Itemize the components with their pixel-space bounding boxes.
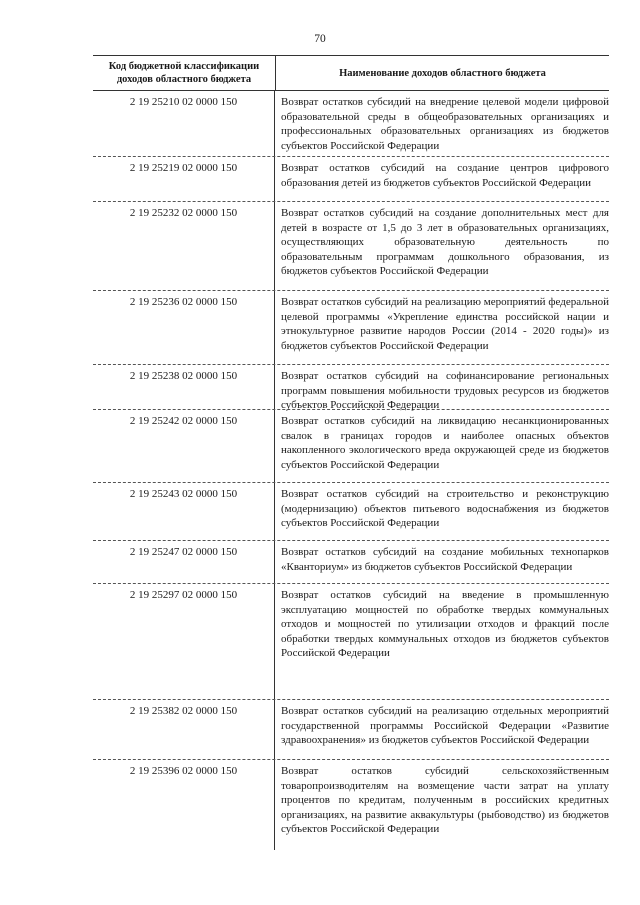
row-code: 2 19 25243 02 0000 150 <box>93 483 275 540</box>
row-name: Возврат остатков субсидий на строительство и реконструкцию (модернизацию) объектов питьевого водоснабжения из бюджетов субъектов Российской Федерации <box>281 488 609 530</box>
table-row <box>93 410 609 483</box>
table-row <box>93 541 609 584</box>
row-name: Возврат остатков субсидий на создание мобильных технопарков «Кванториум» из бюджетов субъектов Российской Федерации <box>281 546 609 573</box>
row-code: 2 19 25382 02 0000 150 <box>93 700 275 759</box>
table-row <box>93 483 609 541</box>
row-name: Возврат остатков субсидий на введение в промышленную эксплуатацию мощностей по обработке твердых коммунальных отходов и мощностей по утилизации отходов и фракций после обработки твердых коммунальных отходов из бюджетов субъектов Российской Федерации <box>281 589 609 660</box>
row-code: 2 19 25236 02 0000 150 <box>93 291 275 364</box>
row-code: 2 19 25297 02 0000 150 <box>93 584 275 699</box>
table-row <box>93 584 609 700</box>
row-code: 2 19 25247 02 0000 150 <box>93 541 275 583</box>
page-number: 70 <box>314 33 326 45</box>
row-code: 2 19 25232 02 0000 150 <box>93 202 275 290</box>
table-row <box>93 157 609 202</box>
row-name: Возврат остатков субсидий на внедрение целевой модели цифровой образовательной среды в общеобразовательных организациях и профессиональных образовательных организациях из бюджетов субъектов Российской Федерации <box>281 96 609 152</box>
header-code: Код бюджетной классификации доходов областного бюджета <box>93 56 276 90</box>
table-header <box>93 56 609 91</box>
header-name: Наименование доходов областного бюджета <box>339 67 546 79</box>
row-name: Возврат остатков субсидий на создание центров цифрового образования детей из бюджетов субъектов Российской Федерации <box>281 162 609 189</box>
row-code: 2 19 25238 02 0000 150 <box>93 365 275 409</box>
table-row <box>93 700 609 760</box>
table-row <box>93 291 609 365</box>
table-row <box>93 91 609 157</box>
table-row <box>93 365 609 410</box>
table-row <box>93 760 609 850</box>
row-name: Возврат остатков субсидий на реализацию отдельных мероприятий государственной программы Российской Федерации «Развитие здравоохранения» из бюджетов субъектов Российской Федерации <box>281 705 609 747</box>
row-code: 2 19 25242 02 0000 150 <box>93 410 275 482</box>
table-body <box>93 91 609 850</box>
row-name: Возврат остатков субсидий на реализацию мероприятий федеральной целевой программы «Укрепление единства российской нации и этнокультурное развитие народов России (2014 - 2020 годы)» из бюджетов субъектов Российской Федерации <box>281 296 609 352</box>
table-row <box>93 202 609 291</box>
row-name: Возврат остатков субсидий сельскохозяйственным товаропроизводителям на возмещение части затрат на уплату процентов по кредитам, полученным в российских кредитных организациях, на развитие аквакультуры (рыбоводство) из бюджетов субъектов Российской Федерации <box>281 765 609 836</box>
row-code: 2 19 25396 02 0000 150 <box>93 760 275 850</box>
row-name: Возврат остатков субсидий на ликвидацию несанкционированных свалок в границах городов и наиболее опасных объектов накопленного экологического вреда окружающей среде из бюджетов субъектов Российской Федерации <box>281 415 609 471</box>
row-code: 2 19 25210 02 0000 150 <box>93 91 275 156</box>
row-code: 2 19 25219 02 0000 150 <box>93 157 275 201</box>
row-name: Возврат остатков субсидий на создание дополнительных мест для детей в возрасте от 1,5 до 3 лет в образовательных организациях, осуществляющих образовательную деятельность по образовательным программам дошкольного образования, из бюджетов субъектов Российской Федерации <box>281 207 609 278</box>
row-name: Возврат остатков субсидий на софинансирование региональных программ повышения мобильности трудовых ресурсов из бюджетов субъектов Российской Федерации <box>281 370 609 412</box>
revenue-classification-table <box>93 55 609 850</box>
